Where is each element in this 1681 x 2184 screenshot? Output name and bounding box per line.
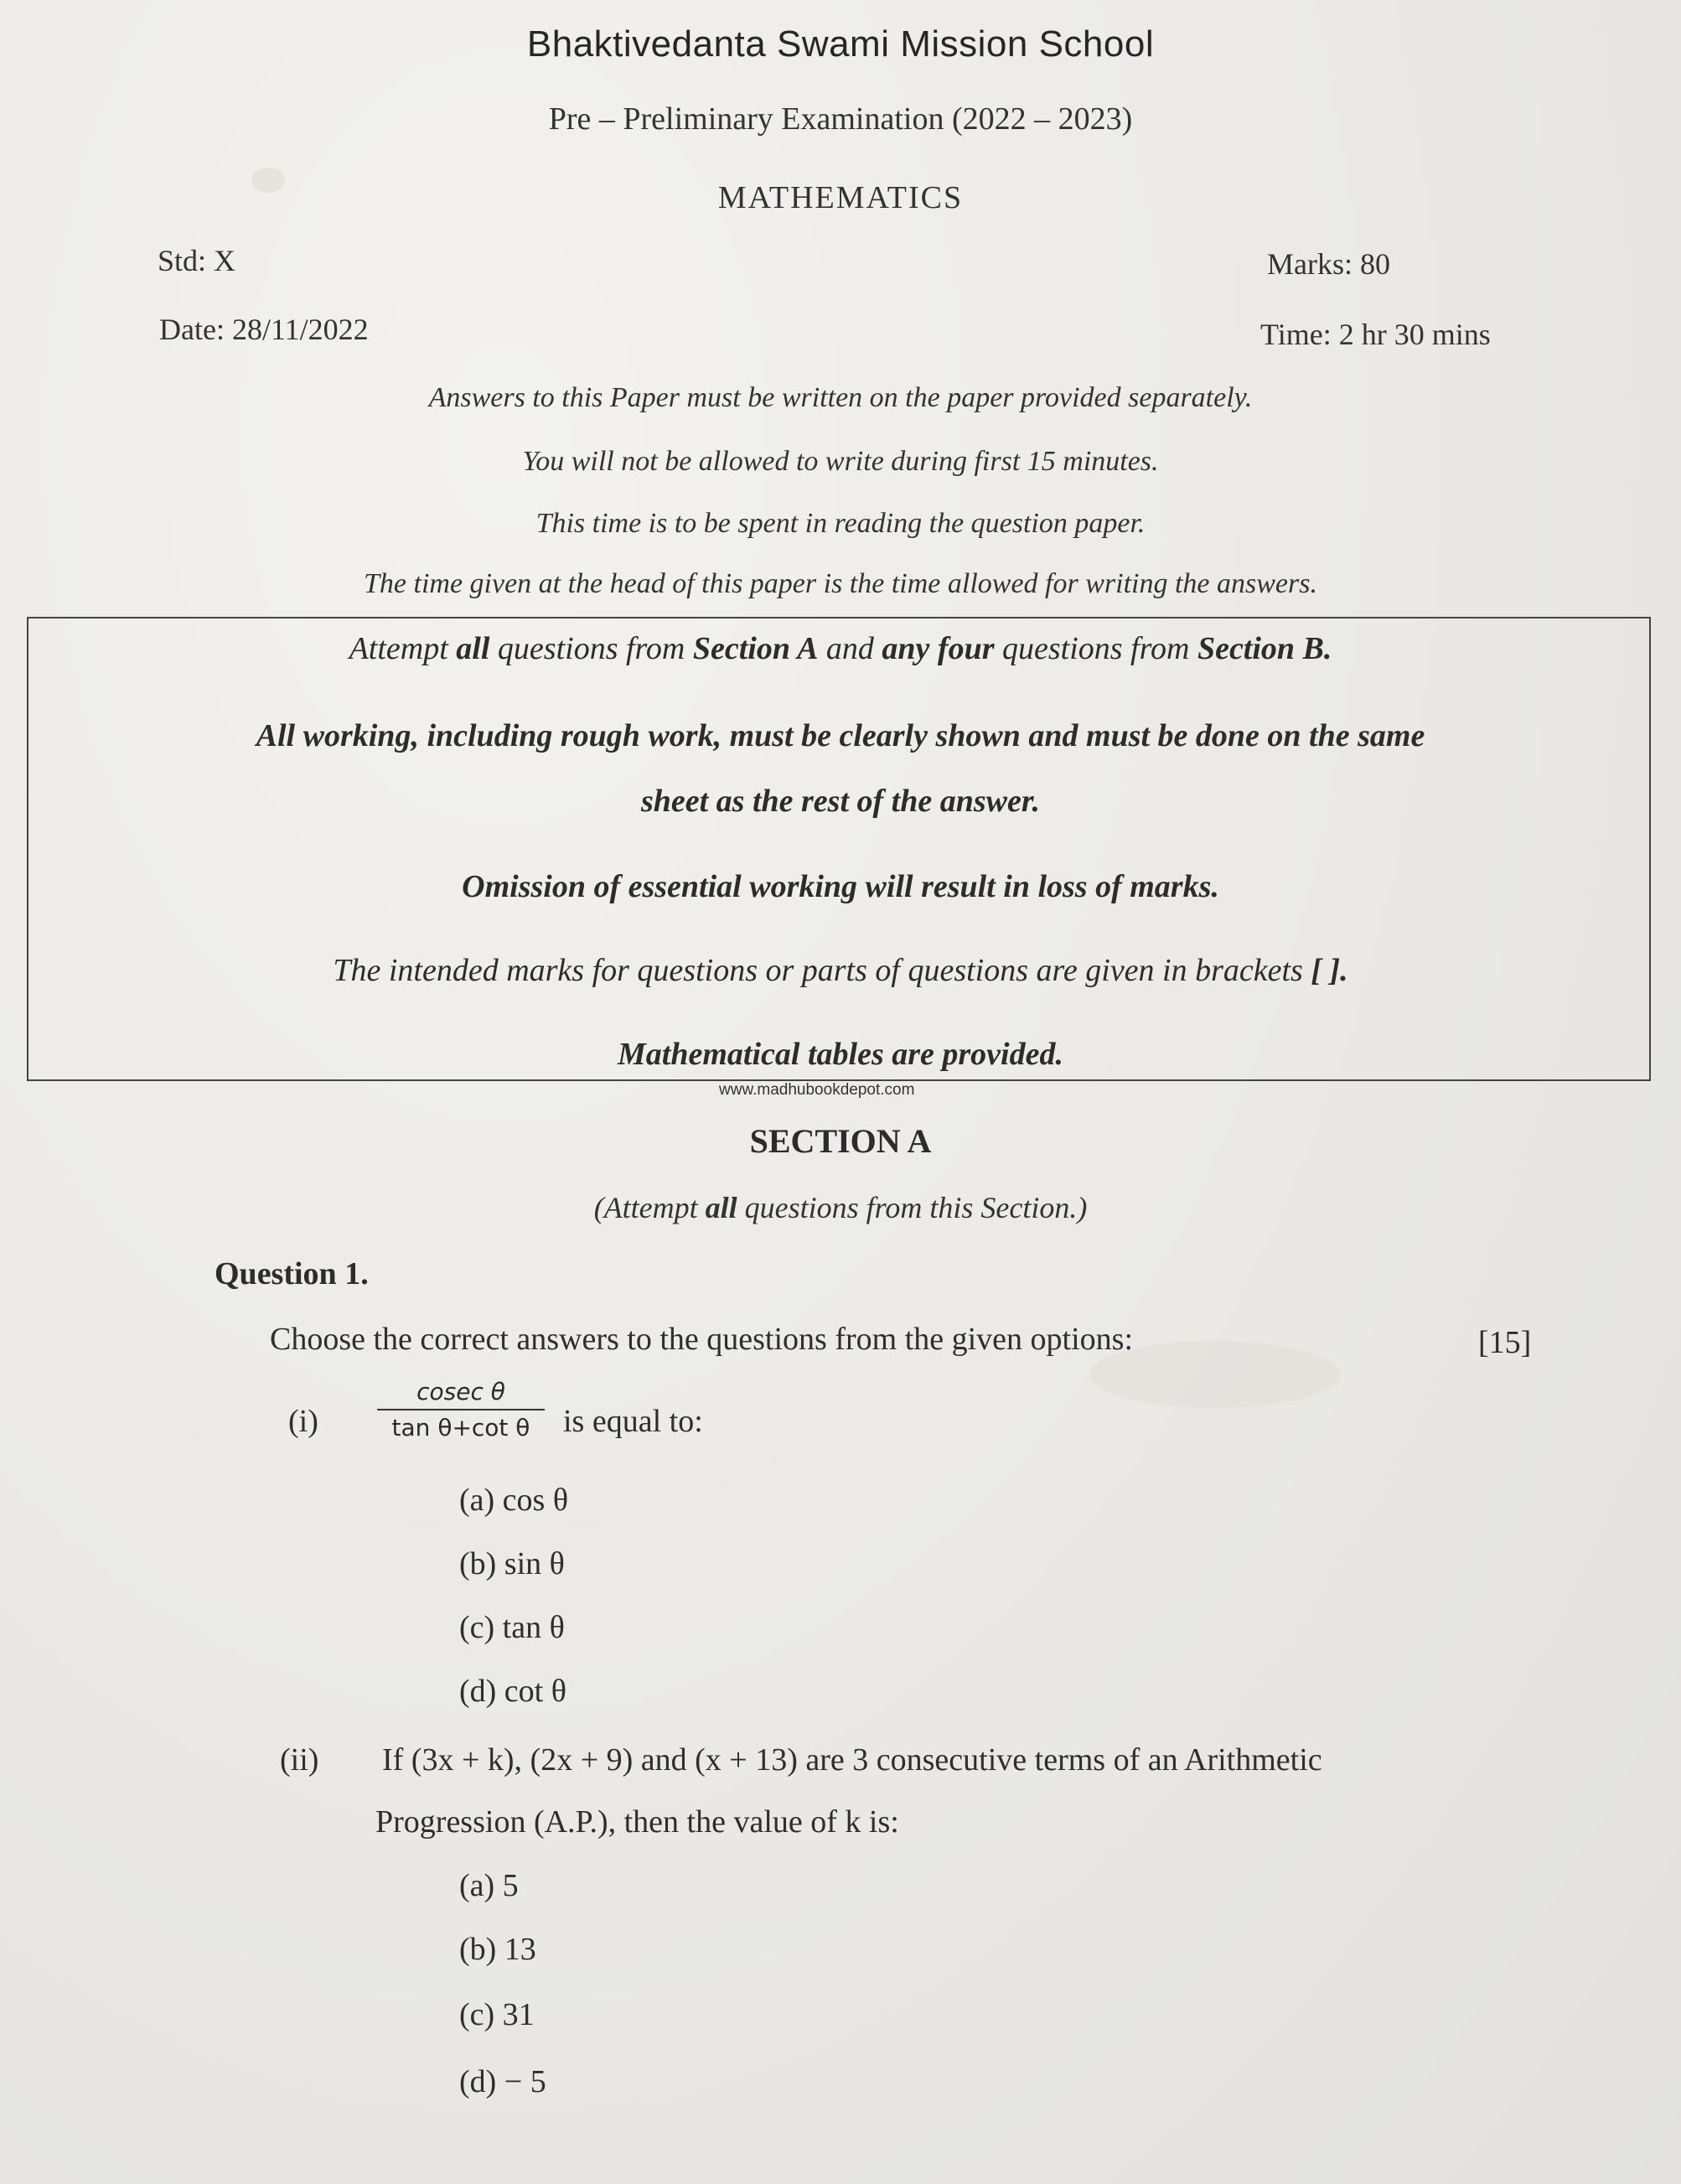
subquestion-text: If (3x + k), (2x + 9) and (x + 13) are 3 consecutive terms of an Arithmetic <box>382 1742 1322 1778</box>
instruction-line: You will not be allowed to write during first 15 minutes. <box>522 446 1159 477</box>
box-line-sheet: sheet as the rest of the answer. <box>640 784 1041 819</box>
option-item: (b) 13 <box>459 1932 536 1967</box>
std-label: Std: X <box>158 244 236 277</box>
section-subtitle <box>0 1190 1681 1225</box>
subquestion-label: (i) <box>288 1404 318 1439</box>
subquestion-label: (ii) <box>280 1742 319 1778</box>
option-item: (d) cot θ <box>459 1674 566 1709</box>
box-text-bold: all <box>456 631 490 666</box>
fraction-numerator: cosec θ <box>416 1378 505 1405</box>
box-text: questions from <box>994 631 1197 666</box>
question-heading: Question 1. <box>215 1256 369 1291</box>
section-subtitle-text: (Attempt <box>593 1191 706 1224</box>
watermark: www.madhubookdepot.com <box>719 1081 915 1099</box>
box-line-omission: Omission of essential working will result in loss of marks. <box>462 869 1219 904</box>
instructions-box <box>27 617 1651 1081</box>
option-item: (d) − 5 <box>459 2064 546 2099</box>
box-text: Attempt <box>349 631 457 666</box>
option-item: (b) sin θ <box>459 1546 565 1581</box>
marks-label: Marks: 80 <box>1267 247 1390 281</box>
box-line-working: All working, including rough work, must be clearly shown and must be done on the same <box>256 718 1425 753</box>
box-text: and <box>818 631 882 666</box>
section-subtitle-text: questions from this Section.) <box>737 1191 1088 1224</box>
question-prompt: Choose the correct answers to the questions from the given options: <box>270 1322 1134 1357</box>
fraction-denominator: tan θ+cot θ <box>391 1414 530 1441</box>
school-name: Bhaktivedanta Swami Mission School <box>526 23 1155 65</box>
subquestion-text: is equal to: <box>563 1404 703 1439</box>
subquestion-text: Progression (A.P.), then the value of k is: <box>375 1804 899 1840</box>
option-item: (a) 5 <box>459 1868 519 1903</box>
time-label: Time: 2 hr 30 mins <box>1260 318 1491 351</box>
box-line-marks <box>0 952 1681 989</box>
fraction-expression <box>377 1378 545 1441</box>
box-text-bold: Section A <box>692 631 819 666</box>
box-text: questions from <box>489 631 693 666</box>
subject-title: MATHEMATICS <box>717 180 964 215</box>
instruction-line: The time given at the head of this paper is the time allowed for writing the answers. <box>364 568 1317 599</box>
exam-title: Pre – Preliminary Examination (2022 – 2023) <box>548 101 1133 137</box>
section-title: SECTION A <box>749 1122 932 1160</box>
box-text-bold: [ ]. <box>1311 953 1348 988</box>
date-label: Date: 28/11/2022 <box>159 313 369 346</box>
option-item: (c) 31 <box>459 1997 535 2032</box>
box-text-bold: any four <box>882 631 995 666</box>
option-item: (c) tan θ <box>459 1610 565 1645</box>
instruction-line: Answers to this Paper must be written on the paper provided separately. <box>428 382 1253 413</box>
option-item: (a) cos θ <box>459 1483 569 1518</box>
box-line-attempt <box>0 630 1681 667</box>
box-text-bold: Section B. <box>1197 631 1332 666</box>
instruction-line: This time is to be spent in reading the question paper. <box>535 508 1146 539</box>
box-line-tables: Mathematical tables are provided. <box>618 1037 1063 1072</box>
question-marks: [15] <box>1478 1325 1532 1360</box>
section-subtitle-bold: all <box>705 1191 737 1224</box>
box-text: The intended marks for questions or parts of questions are given in brackets <box>333 953 1311 988</box>
